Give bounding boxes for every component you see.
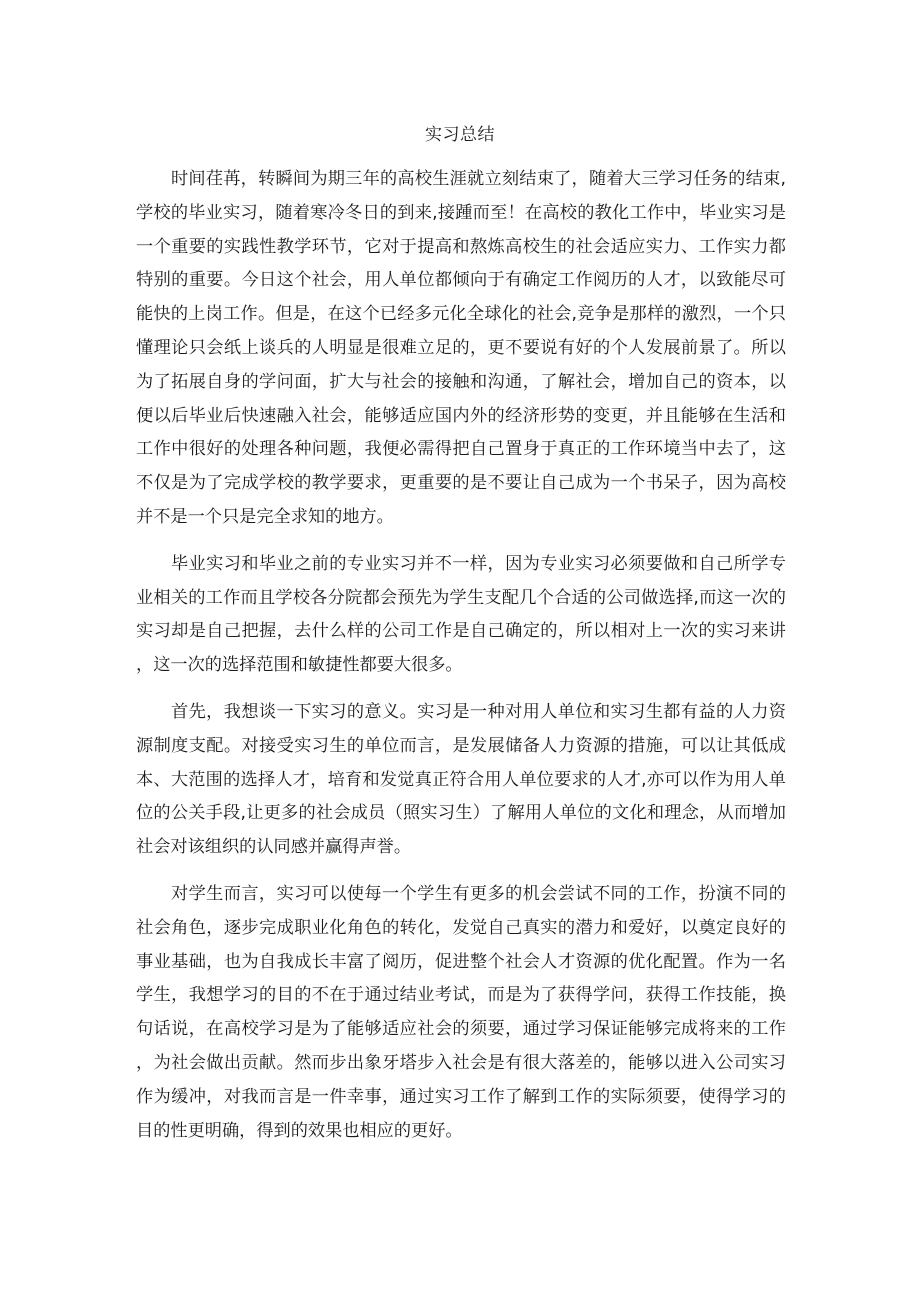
paragraph-3: 首先，我想谈一下实习的意义。实习是一种对用人单位和实习生都有益的人力资源制度支配。对接受实习生的单位而言，是发展储备人力资源的措施，可以让其低成本、大范围的选择人才，培育和发觉真正符合用人单位要求的人才,亦可以作为用人单位的公关手段,让更多的社会成员（照实习生）了解用人单位的文化和理念，从而增加社会对该组织的认同感并赢得声誉。	[136, 701, 786, 858]
paragraph-2: 毕业实习和毕业之前的专业实习并不一样，因为专业实习必须要做和自己所学专业相关的工作而且学校各分院都会预先为学生支配几个合适的公司做选择,而这一次的实习却是自己把握，去什么样的公司工作是自己确定的，所以相对上一次的实习来讲，这一次的选择范围和敏捷性都要大很多。	[136, 553, 786, 676]
paragraph-4: 对学生而言，实习可以使每一个学生有更多的机会尝试不同的工作，扮演不同的社会角色，逐步完成职业化角色的转化，发觉自己真实的潜力和爱好，以奠定良好的事业基础，也为自我成长丰富了阅历，促进整个社会人才资源的优化配置。作为一名学生，我想学习的目的不在于通过结业考试，而是为了获得学问，获得工作技能，换句话说，在高校学习是为了能够适应社会的须要，通过学习保证能够完成将来的工作，为社会做出贡献。然而步出象牙塔步入社会是有很大落差的，能够以进入公司实习作为缓冲，对我而言是一件幸事，通过实习工作了解到工作的实际须要，使得学习的目的性更明确，得到的效果也相应的更好。	[136, 883, 786, 1141]
document-body	[136, 163, 786, 1161]
document-title: 实习总结	[425, 125, 495, 145]
paragraph-1: 时间荏苒，转瞬间为期三年的高校生涯就立刻结束了，随着大三学习任务的结束,学校的毕业实习，随着寒冷冬日的到来,接踵而至！在高校的教化工作中，毕业实习是一个重要的实践性教学环节，它对于提高和熬炼高校生的社会适应实力、工作实力都特别的重要。今日这个社会，用人单位都倾向于有确定工作阅历的人才，以致能尽可能快的上岗工作。但是，在这个已经多元化全球化的社会,竞争是那样的激烈，一个只懂理论只会纸上谈兵的人明显是很难立足的，更不要说有好的个人发展前景了。所以为了拓展自身的学问面，扩大与社会的接触和沟通，了解社会，增加自己的资本，以便以后毕业后快速融入社会，能够适应国内外的经济形势的变更，并且能够在生活和工作中很好的处理各种问题，我便必需得把自己置身于真正的工作环境当中去了，这不仅是为了完成学校的教学要求，更重要的是不要让自己成为一个书呆子，因为高校并不是一个只是完全求知的地方。	[136, 169, 786, 527]
